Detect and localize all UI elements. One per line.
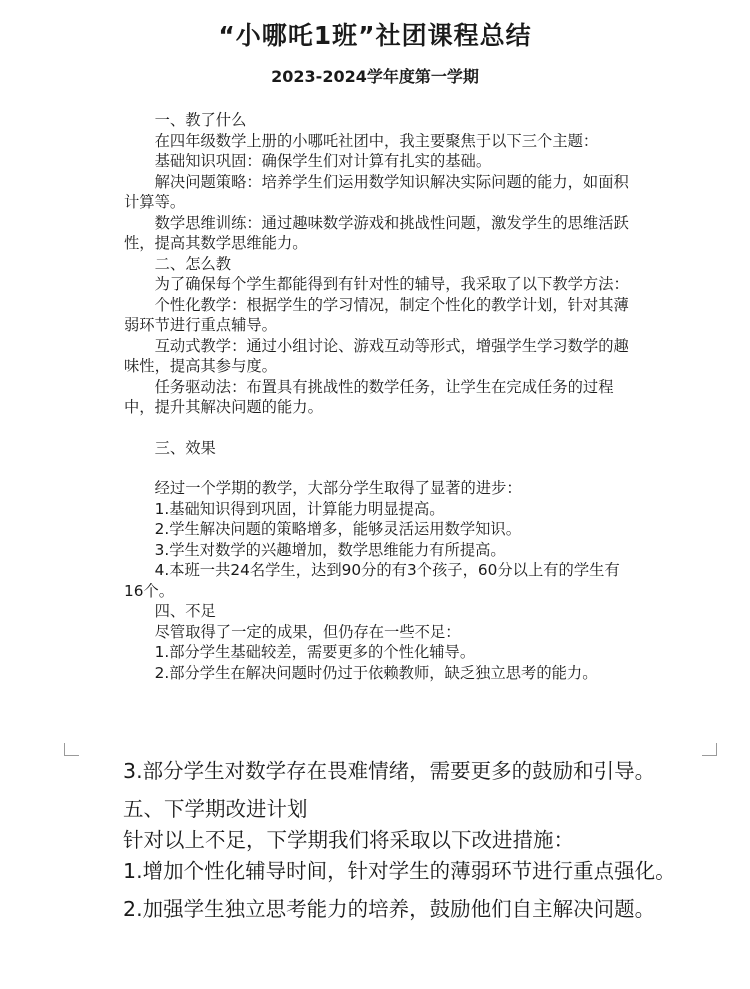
document-title: “小哪吒1班”社团课程总结 [218, 21, 532, 50]
section-heading-how: 二、怎么教 [154, 254, 232, 273]
list-item: 4.本班一共24名学生，达到90分的有3个孩子，60分以上有的学生有16个。 [124, 561, 620, 600]
section-intro-how: 为了确保每个学生都能得到有针对性的辅导，我采取了以下教学方法： [154, 275, 629, 293]
section-heading-improvement: 五、下学期改进计划 [123, 797, 308, 821]
section-heading-taught: 一、教了什么 [154, 111, 247, 129]
paragraph: 个性化教学：根据学生的学习情况，制定个性化的教学计划，针对其薄弱环节进行重点辅导。 [124, 295, 629, 334]
list-item: 1.基础知识得到巩固，计算能力明显提高。 [154, 499, 445, 518]
list-item: 2.学生解决问题的策略增多，能够灵活运用数学知识。 [154, 520, 522, 538]
document-body-page-2 [80, 756, 720, 925]
paragraph: 解决问题策略：培养学生们运用数学知识解决实际问题的能力，如面积计算等。 [124, 172, 629, 211]
paragraph: 数学思维训练：通过趣味数学游戏和挑战性问题，激发学生的思维活跃性，提高其数学思维能力。 [124, 213, 629, 252]
section-intro-taught: 在四年级数学上册的小哪吒社团中，我主要聚焦于以下三个主题： [154, 131, 599, 150]
section-heading-effect: 三、效果 [154, 438, 216, 457]
document-body-page-1 [124, 110, 634, 683]
page-corner-mark-left [64, 743, 79, 756]
list-item: 3.学生对数学的兴趣增加，数学思维能力有所提高。 [154, 540, 506, 559]
section-intro-improvement: 针对以上不足，下学期我们将采取以下改进措施： [123, 828, 575, 852]
list-item: 2.部分学生在解决问题时仍过于依赖教师，缺乏独立思考的能力。 [154, 663, 598, 682]
list-item: 2.加强学生独立思考能力的培养，鼓励他们自主解决问题。 [123, 897, 656, 921]
section-heading-shortcomings: 四、不足 [154, 602, 216, 620]
section-intro-shortcomings: 尽管取得了一定的成果，但仍存在一些不足： [154, 622, 461, 641]
paragraph: 互动式教学：通过小组讨论、游戏互动等形式，增强学生学习数学的趣味性，提高其参与度。 [124, 336, 629, 375]
list-item: 1.增加个性化辅导时间，针对学生的薄弱环节进行重点强化。 [123, 859, 676, 883]
paragraph: 基础知识巩固：确保学生们对计算有扎实的基础。 [154, 152, 492, 170]
list-item: 3.部分学生对数学存在畏难情绪，需要更多的鼓励和引导。 [123, 759, 656, 783]
page-corner-mark-right [702, 743, 717, 756]
section-intro-effect: 经过一个学期的教学，大部分学生取得了显著的进步： [154, 479, 522, 497]
paragraph: 任务驱动法：布置具有挑战性的数学任务，让学生在完成任务的过程中，提升其解决问题的能力。 [124, 377, 614, 416]
document-subtitle: 2023-2024学年度第一学期 [271, 67, 479, 86]
list-item: 1.部分学生基础较差，需要更多的个性化辅导。 [154, 643, 476, 661]
